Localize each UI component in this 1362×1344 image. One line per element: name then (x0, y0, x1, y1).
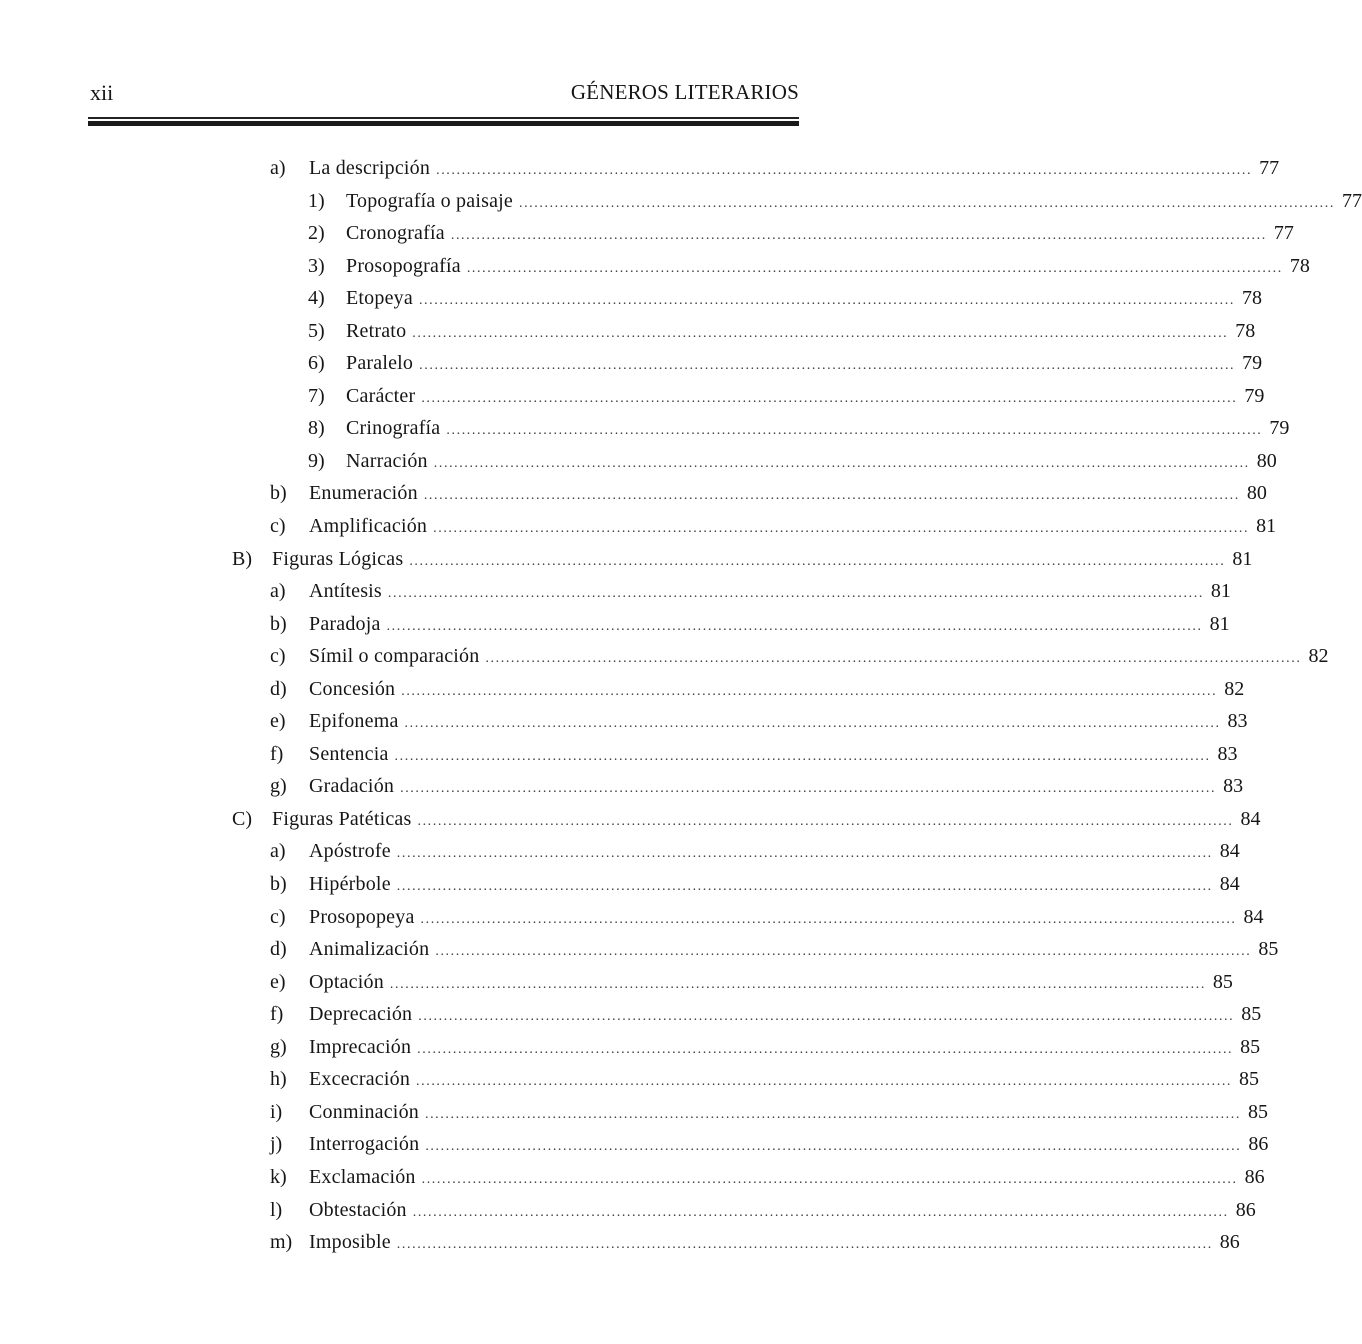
toc-entry-page: 84 (1240, 807, 1261, 830)
toc-entry-page: 85 (1240, 1035, 1261, 1058)
toc-entry-page: 85 (1241, 1003, 1262, 1026)
toc-entry-page: 82 (1224, 677, 1245, 700)
toc-entry (0, 1032, 1261, 1065)
toc-entry-title: Crinografía (346, 417, 441, 440)
toc-entry-marker: b) (270, 873, 287, 896)
toc-entry (0, 1129, 1269, 1162)
toc-entry-marker: 7) (308, 384, 325, 407)
toc-entry-page: 86 (1244, 1165, 1265, 1188)
toc-entry-marker: g) (270, 775, 287, 798)
toc-entry-page: 84 (1219, 840, 1240, 863)
toc-entry-page: 81 (1232, 547, 1253, 570)
toc-entry (0, 576, 1231, 609)
header-rule-thick (88, 121, 799, 126)
toc-entry-title: Topografía o paisaje (346, 189, 513, 212)
toc-entry-title: Figuras Lógicas (272, 547, 404, 570)
dot-leader: ................................................................................................................................................................ (389, 976, 1206, 992)
dot-leader: ................................................................................................................................................................ (435, 944, 1252, 960)
toc-entry-page: 86 (1219, 1231, 1240, 1254)
toc-entry-leader (309, 1003, 1262, 1026)
toc-entry-leader (346, 352, 1263, 375)
toc-entry-title: Retrato (346, 319, 407, 342)
toc-entry-title: La descripción (309, 157, 431, 179)
toc-entry-page: 85 (1212, 970, 1233, 993)
dot-leader: ................................................................................................................................................................ (386, 618, 1203, 634)
toc-entry (0, 1097, 1268, 1130)
dot-leader: ................................................................................................................................................................ (394, 748, 1211, 764)
toc-entry-title: Imposible (309, 1231, 391, 1254)
toc-entry-marker: 9) (308, 449, 325, 472)
toc-entry (0, 1064, 1260, 1097)
toc-entry-page: 86 (1248, 1133, 1269, 1156)
dot-leader: ................................................................................................................................................................ (387, 586, 1204, 602)
toc-entry-title: Obtestación (309, 1198, 407, 1221)
toc-entry (0, 1227, 1240, 1260)
toc-entry-page: 85 (1258, 938, 1279, 961)
toc-entry-leader (309, 905, 1264, 929)
dot-leader: ................................................................................................................................................................ (417, 813, 1234, 829)
toc-entry-marker: a) (270, 580, 286, 603)
dot-leader: ................................................................................................................................................................ (423, 488, 1240, 504)
toc-entry (0, 999, 1262, 1032)
toc-entry (0, 186, 1362, 219)
toc-entry-marker: c) (270, 515, 286, 538)
dot-leader: ................................................................................................................................................................ (485, 651, 1302, 667)
toc-entry (0, 869, 1240, 902)
toc-entry (0, 1162, 1265, 1195)
dot-leader: ................................................................................................................................................................ (450, 228, 1267, 244)
toc-entry-page: 78 (1241, 287, 1262, 310)
toc-entry-leader (309, 742, 1238, 766)
toc-entry-page: 82 (1308, 645, 1329, 668)
toc-entry-leader (309, 580, 1231, 603)
dot-leader: ................................................................................................................................................................ (417, 1041, 1234, 1057)
toc-entry-marker: g) (270, 1035, 287, 1058)
toc-entry-marker: f) (270, 742, 284, 765)
toc-entry-leader (309, 645, 1329, 668)
toc-entry-leader (309, 970, 1233, 994)
toc-entry-title: Gradación (309, 775, 395, 798)
toc-entry-title: Exclamación (309, 1165, 416, 1188)
dot-leader: ................................................................................................................................................................ (518, 195, 1335, 211)
toc-entry-leader (346, 287, 1262, 310)
toc-entry-title: Epifonema (309, 710, 399, 733)
toc-entry-title: Prosopopeya (309, 905, 415, 928)
toc-entry-title: Concesión (309, 677, 396, 700)
toc-entry-title: Sentencia (309, 742, 389, 765)
toc-entry (0, 283, 1262, 316)
toc-entry-marker: d) (270, 938, 287, 961)
dot-leader: ................................................................................................................................................................ (433, 455, 1250, 471)
toc-entry-marker: c) (270, 645, 286, 668)
toc-entry-marker: b) (270, 482, 287, 505)
dot-leader: ................................................................................................................................................................ (466, 260, 1283, 276)
toc-entry-marker: 6) (308, 352, 325, 375)
toc-entry (0, 641, 1329, 674)
toc-entry-leader (309, 515, 1277, 538)
toc-entry-leader (309, 710, 1248, 733)
toc-entry-title: Imprecación (309, 1035, 412, 1058)
toc-entry-leader (309, 157, 1280, 180)
toc-entry-leader (309, 1133, 1269, 1156)
toc-entry-leader (309, 612, 1230, 636)
toc-entry (0, 967, 1233, 1000)
dot-leader: ................................................................................................................................................................ (436, 163, 1253, 178)
toc-entry-page: 83 (1217, 742, 1238, 765)
toc-entry-page: 83 (1227, 710, 1248, 733)
toc-entry-leader (346, 319, 1256, 343)
toc-entry-title: Prosopografía (346, 254, 461, 277)
toc-entry-leader (309, 677, 1245, 701)
toc-entry-leader (309, 938, 1279, 961)
dot-leader: ................................................................................................................................................................ (396, 846, 1213, 862)
dot-leader: ................................................................................................................................................................ (400, 781, 1217, 797)
toc-entry (0, 934, 1279, 967)
toc-entry (0, 251, 1310, 284)
toc-entry (0, 706, 1248, 739)
toc-entry-marker: 4) (308, 287, 325, 310)
dot-leader: ................................................................................................................................................................ (404, 716, 1221, 732)
toc-entry-leader (346, 254, 1310, 278)
toc-entry-page: 83 (1223, 775, 1244, 798)
toc-entry-page: 79 (1244, 384, 1265, 407)
toc-entry-marker: e) (270, 970, 286, 993)
toc-entry-title: Apóstrofe (309, 840, 391, 863)
toc-entry-page: 81 (1209, 612, 1230, 635)
toc-entry-title: Cronografía (346, 222, 445, 245)
toc-entry-marker: b) (270, 612, 287, 635)
toc-entry-page: 80 (1256, 449, 1277, 472)
dot-leader: ................................................................................................................................................................ (412, 1204, 1229, 1220)
page-header (0, 0, 912, 130)
toc-entry-page: 84 (1243, 905, 1264, 928)
toc-entry-marker: m) (270, 1231, 293, 1254)
dot-leader: ................................................................................................................................................................ (416, 1074, 1233, 1090)
toc-entry-leader (309, 1165, 1265, 1189)
dot-leader: ................................................................................................................................................................ (418, 1009, 1235, 1025)
toc-entry-marker: a) (270, 157, 286, 179)
toc-entry-marker: c) (270, 905, 286, 928)
toc-entry (0, 902, 1264, 935)
toc-entry-title: Deprecación (309, 1003, 413, 1026)
toc-entry-marker: k) (270, 1165, 287, 1188)
toc-entry (0, 316, 1256, 349)
toc-entry-page: 78 (1289, 254, 1310, 277)
toc-entry (0, 381, 1265, 414)
toc-entry-marker: h) (270, 1068, 287, 1091)
toc-entry-marker: C) (232, 807, 252, 830)
toc-entry-leader (346, 449, 1277, 473)
dot-leader: ................................................................................................................................................................ (424, 1106, 1241, 1122)
toc-entry (0, 739, 1238, 772)
toc-entry-page: 79 (1242, 352, 1263, 375)
toc-entry-page: 80 (1246, 482, 1267, 505)
toc-entry-page: 79 (1269, 417, 1290, 440)
toc-entry-marker: 3) (308, 254, 325, 277)
toc-entry-page: 81 (1256, 515, 1277, 538)
dot-leader: ................................................................................................................................................................ (419, 358, 1236, 374)
table-of-contents (0, 153, 1362, 1260)
toc-entry-marker: i) (270, 1100, 283, 1123)
toc-entry (0, 153, 1280, 186)
toc-entry (0, 218, 1294, 251)
dot-leader: ................................................................................................................................................................ (409, 553, 1226, 569)
toc-entry-leader (272, 547, 1253, 571)
toc-entry-marker: B) (232, 547, 252, 570)
toc-entry-title: Antítesis (309, 580, 382, 603)
toc-entry-marker: f) (270, 1003, 284, 1026)
toc-entry-title: Conminación (309, 1100, 419, 1123)
toc-entry-title: Símil o comparación (309, 645, 480, 668)
page-number: xii (90, 80, 114, 105)
toc-entry-title: Paradoja (309, 612, 381, 635)
toc-entry-marker: l) (270, 1198, 283, 1221)
toc-entry (0, 544, 1253, 577)
toc-entry-leader (309, 1100, 1268, 1124)
toc-entry-title: Animalización (309, 938, 430, 961)
toc-entry-title: Interrogación (309, 1133, 420, 1156)
toc-entry (0, 348, 1263, 381)
toc-entry-page: 85 (1239, 1068, 1260, 1091)
dot-leader: ................................................................................................................................................................ (420, 911, 1237, 927)
toc-entry-marker: 8) (308, 417, 325, 440)
toc-entry-marker: e) (270, 710, 286, 733)
toc-entry-title: Amplificación (309, 515, 428, 538)
toc-entry-leader (346, 417, 1290, 440)
toc-entry-leader (309, 1198, 1256, 1222)
toc-entry (0, 836, 1240, 869)
toc-entry-title: Hipérbole (309, 873, 391, 896)
toc-entry-leader (309, 873, 1240, 896)
toc-entry (0, 511, 1277, 544)
dot-leader: ................................................................................................................................................................ (396, 879, 1213, 895)
toc-entry-page: 77 (1341, 189, 1362, 212)
running-title: GÉNEROS LITERARIOS (570, 80, 799, 104)
toc-entry-title: Narración (346, 449, 428, 472)
toc-entry (0, 1195, 1256, 1228)
toc-entry-marker: 1) (308, 189, 325, 212)
dot-leader: ................................................................................................................................................................ (446, 423, 1263, 439)
toc-entry-title: Carácter (346, 384, 416, 407)
toc-entry-marker: 2) (308, 222, 325, 245)
toc-entry-page: 84 (1219, 873, 1240, 896)
toc-entry (0, 804, 1261, 837)
toc-entry-leader (309, 1035, 1261, 1059)
toc-entry-page: 77 (1259, 157, 1280, 179)
dot-leader: ................................................................................................................................................................ (421, 1171, 1238, 1187)
dot-leader: ................................................................................................................................................................ (425, 1139, 1242, 1155)
toc-entry-title: Etopeya (346, 287, 413, 310)
toc-entry-page: 81 (1210, 580, 1231, 603)
toc-entry-marker: 5) (308, 319, 325, 342)
toc-entry-title: Paralelo (346, 352, 414, 375)
dot-leader: ................................................................................................................................................................ (401, 683, 1218, 699)
toc-entry-page: 77 (1273, 222, 1294, 245)
toc-entry-marker: a) (270, 840, 286, 863)
toc-entry-leader (346, 189, 1362, 213)
dot-leader: ................................................................................................................................................................ (412, 325, 1229, 341)
toc-entry-marker: j) (270, 1133, 283, 1156)
toc-entry-title: Enumeración (309, 482, 418, 505)
toc-entry-page: 85 (1247, 1100, 1268, 1123)
toc-entry (0, 609, 1230, 642)
toc-entry-leader (272, 807, 1261, 831)
toc-entry-leader (346, 222, 1294, 245)
toc-entry-title: Excecración (309, 1068, 411, 1091)
toc-entry-leader (309, 1231, 1240, 1254)
toc-entry-leader (309, 840, 1240, 863)
dot-leader: ................................................................................................................................................................ (418, 293, 1235, 309)
toc-entry (0, 478, 1267, 511)
toc-entry-marker: d) (270, 677, 287, 700)
toc-entry (0, 771, 1244, 804)
toc-entry-title: Optación (309, 970, 384, 993)
dot-leader: ................................................................................................................................................................ (433, 521, 1250, 537)
toc-entry-page: 78 (1235, 319, 1256, 342)
toc-entry (0, 446, 1277, 479)
toc-entry (0, 674, 1245, 707)
header-rule-thin (88, 117, 799, 119)
toc-entry-leader (346, 384, 1265, 408)
toc-entry-title: Figuras Patéticas (272, 807, 412, 830)
toc-entry-leader (309, 1068, 1260, 1091)
toc-entry-leader (309, 482, 1267, 505)
dot-leader: ................................................................................................................................................................ (396, 1237, 1213, 1253)
toc-entry-page: 86 (1235, 1198, 1256, 1221)
dot-leader: ................................................................................................................................................................ (421, 390, 1238, 406)
toc-entry (0, 413, 1290, 446)
toc-entry-leader (309, 775, 1244, 798)
